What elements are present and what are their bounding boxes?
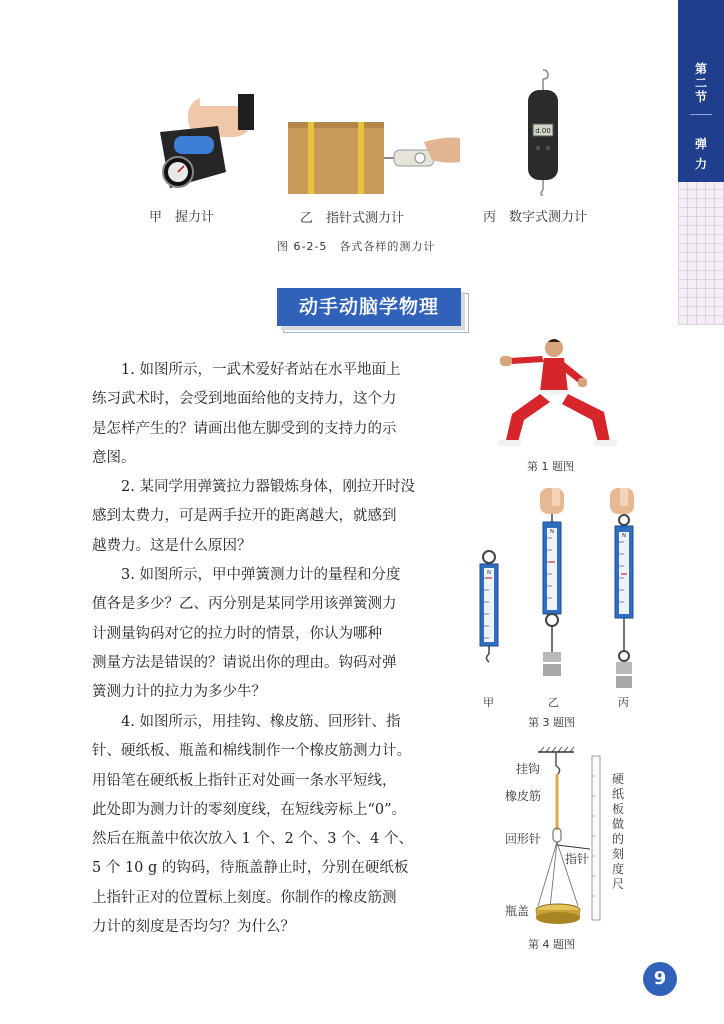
text-line: 1. 如图所示，一武术爱好者站在水平地面上 (121, 362, 401, 378)
grip-dynamometer-image (130, 92, 260, 200)
caption-digital: 丙 数字式测力计 (483, 210, 588, 225)
text-line: 越费力。这是什么原因？ (92, 537, 252, 554)
text-line: 针、硬纸板、瓶盖和棉线制作一个橡皮筋测力计。 (92, 743, 411, 760)
text-line: 练习武术时，会受到地面给他的支持力，这个力 (92, 391, 397, 408)
fig1-caption: 第 1 题图 (527, 460, 574, 473)
figure-caption: 图 6-2-5 各式各样的测力计 (277, 240, 436, 253)
label-pointer: 指针 (565, 852, 590, 866)
tab-separator (690, 114, 712, 115)
title-char: 弹 (694, 137, 707, 151)
section-char: 第 (694, 62, 707, 76)
pointer-dynamometer-image (286, 118, 462, 198)
text-line: 感到太费力，可是两手拉开的距离越大，就感到 (92, 508, 397, 525)
question-3 (92, 561, 460, 707)
label-paper-clip: 回形针 (505, 832, 542, 846)
chapter-side-tab (678, 0, 724, 182)
section-title (678, 134, 724, 174)
question-2 (92, 473, 460, 561)
caption-grip: 甲 握力计 (149, 210, 215, 225)
text-line: 簧测力计的拉力为多少牛？ (92, 684, 266, 701)
text-line: 值各是多少？乙、丙分别是某同学用该弹簧测力 (92, 596, 397, 613)
fig3-label-yi: 乙 (548, 696, 559, 709)
text-line: 是怎样产生的？请画出他左脚受到的支持力的示 (92, 420, 397, 437)
martial-artist-image (492, 334, 624, 452)
label-bottle-cap: 瓶盖 (505, 904, 530, 918)
text-line: 3. 如图所示，甲中弹簧测力计的量程和分度 (121, 567, 401, 583)
text-line: 力计的刻度是否均匀？为什么？ (92, 919, 295, 936)
question-4 (92, 708, 460, 942)
caption-pointer: 乙 指针式测力计 (300, 211, 405, 226)
label-rubber-band: 橡皮筋 (505, 789, 542, 803)
section-char: 二 (694, 76, 707, 90)
fig4-caption: 第 4 题图 (528, 938, 575, 951)
section-label (678, 62, 724, 104)
digital-dynamometer-image (524, 68, 562, 196)
spring-scales-figure (472, 488, 644, 708)
title-char: 力 (694, 157, 707, 171)
scale-unit-label: N (550, 529, 554, 535)
fig3-label-bing: 丙 (618, 696, 629, 709)
text-line: 4. 如图所示，用挂钩、橡皮筋、回形针、指 (121, 714, 401, 730)
text-line: 2. 某同学用弹簧拉力器锻炼身体，刚拉开时没 (121, 479, 415, 495)
text-line: 然后在瓶盖中依次放入 1 个、2 个、3 个、4 个、 (92, 831, 413, 848)
fig3-caption: 第 3 题图 (528, 716, 575, 729)
label-hook: 挂钩 (516, 762, 541, 776)
text-line: 5 个 10 g 的钩码，待瓶盖静止时，分别在硬纸板 (92, 860, 409, 877)
section-banner: 动手动脑学物理 (277, 288, 461, 326)
scale-unit-label: N (622, 533, 626, 539)
text-line: 计测量钩码对它的拉力时的情景，你认为哪种 (92, 625, 382, 642)
section-char: 节 (694, 90, 707, 104)
text-line: 用铅笔在硬纸板上指针正对处画一条水平短线， (92, 772, 397, 789)
scale-unit-label: N (487, 570, 491, 576)
text-line: 此处即为测力计的零刻度线，在短线旁标上“0”。 (92, 801, 407, 818)
digital-readout: d.00 (535, 127, 551, 135)
question-1 (92, 356, 460, 473)
text-line: 测量方法是错误的？请说出你的理由。钩码对弹 (92, 654, 397, 671)
text-line: 意图。 (92, 449, 136, 466)
fig3-label-jia: 甲 (483, 696, 494, 709)
text-line: 上指针正对的位置标上刻度。你制作的橡皮筋测 (92, 889, 397, 906)
label-cardboard-ruler: 硬纸板做的刻度尺 (612, 772, 625, 891)
page-number: 9 (643, 962, 677, 996)
